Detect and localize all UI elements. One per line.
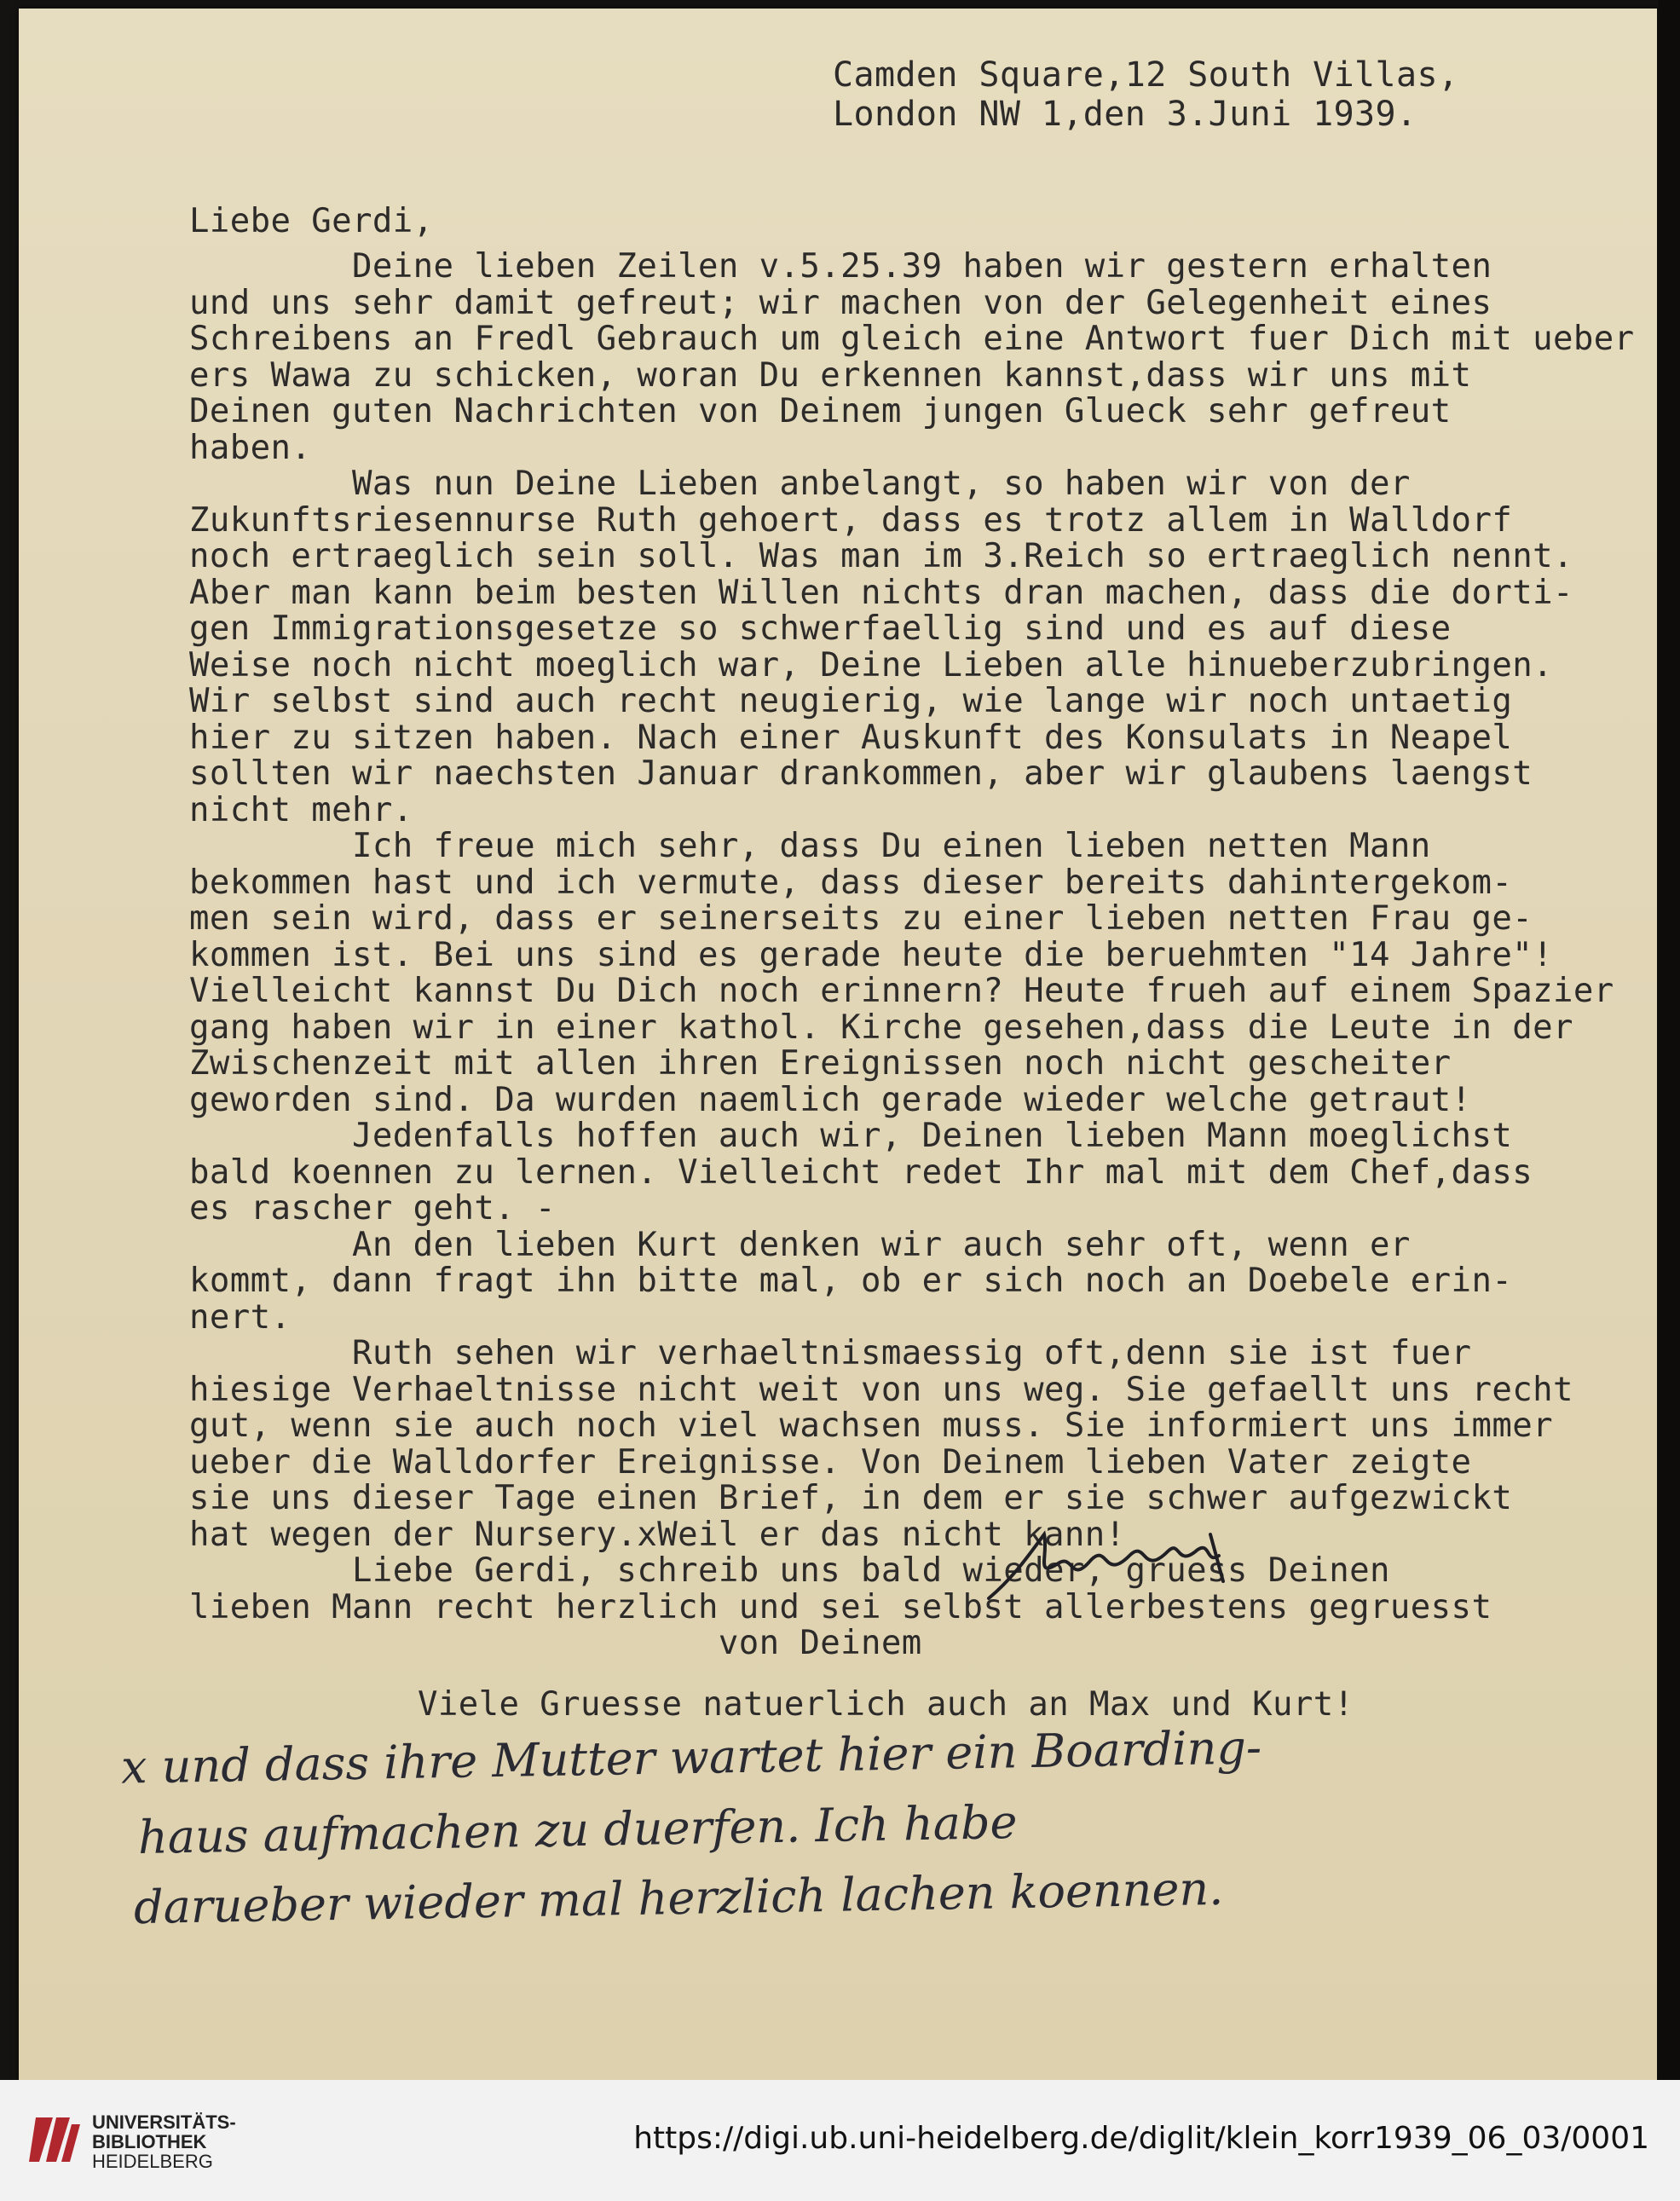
body-line: haben. [189,428,312,467]
body-line: bald koennen zu lernen. Vielleicht redet Ihr mal mit dem Chef,dass [189,1152,1533,1192]
body-line: von Deinem [189,1624,922,1662]
body-line: Liebe Gerdi, schreib uns bald wieder, gruess Deinen [189,1551,1390,1590]
body-line: hat wegen der Nursery.xWeil er das nicht kann! [189,1515,1126,1554]
body-line: hier zu sitzen haben. Nach einer Auskunft des Konsulats in Neapel [189,718,1513,757]
handwritten-line-2: haus aufmachen zu duerfen. Ich habe [137,1795,1018,1864]
body-line: bekommen hast und ich vermute, dass dieser bereits dahintergekom- [189,863,1513,902]
body-line: Weise noch nicht moeglich war, Deine Lieben alle hinueberzubringen. [189,645,1553,685]
handwritten-line-3: darueber wieder mal herzlich lachen koennen. [133,1861,1224,1935]
letter-page [19,9,1657,2080]
library-name-line-3: HEIDELBERG [92,2151,213,2172]
body-line: ueber die Walldorfer Ereignisse. Von Deinem lieben Vater zeigte [189,1442,1472,1482]
body-line: Aber man kann beim besten Willen nichts dran machen, dass die dorti- [189,573,1573,612]
permalink-url[interactable]: https://digi.ub.uni-heidelberg.de/diglit/klein_korr1939_06_03/0001 [633,2121,1649,2156]
body-line: Vielleicht kannst Du Dich noch erinnern? Heute frueh auf einem Spazier [189,972,1614,1010]
salutation: Liebe Gerdi, [189,202,434,240]
viewer-footer [0,2080,1680,2201]
body-line: ers Wawa zu schicken, woran Du erkennen kannst,dass wir uns mit [189,355,1472,395]
body-line: lieben Mann recht herzlich und sei selbst allerbestens gegruesst [189,1587,1492,1626]
body-line: gen Immigrationsgesetze so schwerfaellig sind und es auf diese [189,609,1452,648]
handwritten-signature [963,1517,1253,1611]
body-line: Ich freue mich sehr, dass Du einen lieben netten Mann [189,827,1431,865]
body-line: men sein wird, dass er seinerseits zu einer lieben netten Frau ge- [189,899,1533,938]
body-line: Deinen guten Nachrichten von Deinem jungen Glueck sehr gefreut [189,392,1452,430]
body-line: Ruth sehen wir verhaeltnismaessig oft,denn sie ist fuer [189,1334,1472,1372]
address-line-1: Camden Square,12 South Villas, [833,55,1459,95]
body-line: Jedenfalls hoffen auch wir, Deinen lieben Mann moeglichst [189,1117,1513,1155]
scan-border [1658,0,1680,2080]
body-line: Zukunftsriesennurse Ruth gehoert, dass es trotz allem in Walldorf [189,500,1513,540]
postscript: Viele Gruesse natuerlich auch an Max und Kurt! [418,1685,1354,1724]
body-line: und uns sehr damit gefreut; wir machen von der Gelegenheit eines [189,283,1492,322]
sender-address [833,55,1458,134]
body-line: es rascher geht. - [189,1189,556,1228]
body-line: Was nun Deine Lieben anbelangt, so haben wir von der [189,465,1411,503]
body-line: Schreibens an Fredl Gebrauch um gleich eine Antwort fuer Dich mit ueber [189,320,1635,358]
body-line: An den lieben Kurt denken wir auch sehr oft, wenn er [189,1225,1411,1264]
body-line: nicht mehr. [189,790,413,829]
body-line: Deine lieben Zeilen v.5.25.39 haben wir gestern erhalten [189,247,1492,286]
body-line: Zwischenzeit mit allen ihren Ereignissen noch nicht gescheiter [189,1044,1452,1083]
library-name [92,2112,236,2171]
body-line: hiesige Verhaeltnisse nicht weit von uns weg. Sie gefaellt uns recht [189,1370,1573,1409]
handwritten-line-1: x und dass ihre Mutter wartet hier ein Boarding- [120,1720,1262,1794]
library-logo-icon [27,2109,82,2170]
body-line: nert. [189,1297,292,1337]
library-name-line-2: BIBLIOTHEK [92,2131,207,2152]
body-line: gang haben wir in einer kathol. Kirche gesehen,dass die Leute in der [189,1008,1573,1047]
body-line: noch ertraeglich sein soll. Was man im 3.Reich so ertraeglich nennt. [189,537,1573,575]
body-line: Wir selbst sind auch recht neugierig, wie lange wir noch untaetig [189,682,1513,720]
address-line-2: London NW 1,den 3.Juni 1939. [833,95,1417,134]
body-line: gut, wenn sie auch noch viel wachsen muss. Sie informiert uns immer [189,1407,1553,1445]
body-line: kommen ist. Bei uns sind es gerade heute die beruehmten "14 Jahre"! [189,935,1553,974]
body-line: sie uns dieser Tage einen Brief, in dem er sie schwer aufgezwickt [189,1479,1513,1517]
letter-body [189,249,1634,1662]
body-line: kommt, dann fragt ihn bitte mal, ob er sich noch an Doebele erin- [189,1262,1513,1300]
library-name-line-1: UNIVERSITÄTS- [92,2111,236,2133]
body-line: sollten wir naechsten Januar drankommen, aber wir glaubens laengst [189,754,1533,793]
body-line: geworden sind. Da wurden naemlich gerade wieder welche getraut! [189,1080,1472,1119]
